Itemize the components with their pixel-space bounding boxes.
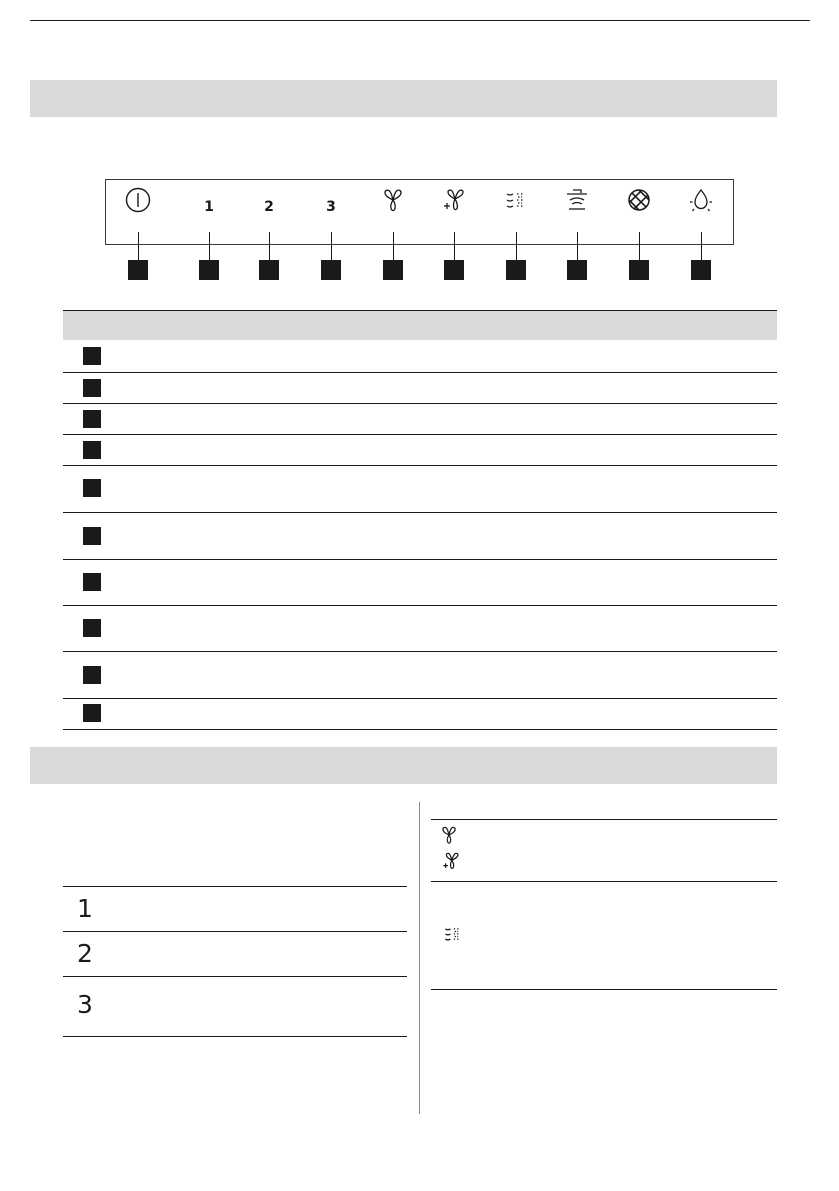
row-divider	[63, 931, 407, 932]
callout-marker	[128, 260, 148, 280]
row-divider	[63, 886, 407, 887]
callout-marker	[259, 260, 279, 280]
callout-marker	[506, 260, 526, 280]
row-marker	[83, 666, 101, 684]
table-row	[63, 372, 777, 403]
fan-icon[interactable]	[373, 187, 413, 227]
callout-marker	[199, 260, 219, 280]
table-row	[63, 605, 777, 651]
column-divider	[419, 802, 420, 1114]
speed-1-label: 1	[77, 894, 93, 923]
speed-1-button[interactable]: 1	[204, 199, 214, 215]
table-row	[63, 434, 777, 465]
hood-icon[interactable]	[557, 187, 597, 227]
light-icon[interactable]	[681, 187, 721, 227]
callout-marker	[567, 260, 587, 280]
power-icon[interactable]	[118, 187, 158, 227]
row-marker	[83, 573, 101, 591]
section-header-band	[30, 80, 777, 117]
callout-marker	[321, 260, 341, 280]
speed-2-button[interactable]: 2	[264, 199, 274, 215]
row-divider	[63, 729, 777, 730]
row-marker	[83, 410, 101, 428]
table-row	[63, 340, 777, 372]
table-header	[63, 310, 777, 340]
callout-marker	[691, 260, 711, 280]
heat-waves-icon[interactable]	[496, 187, 536, 227]
speed-3-label: 3	[77, 990, 93, 1019]
row-marker	[83, 347, 101, 365]
callout-marker	[383, 260, 403, 280]
table-row	[63, 559, 777, 605]
leader-line	[331, 232, 332, 260]
heat-waves-icon	[442, 923, 464, 949]
row-divider	[431, 989, 777, 990]
row-divider	[63, 976, 407, 977]
row-divider	[431, 881, 777, 882]
section-header-band	[30, 747, 777, 784]
row-marker	[83, 527, 101, 545]
callout-marker	[444, 260, 464, 280]
table-row	[63, 465, 777, 512]
top-rule	[30, 20, 810, 21]
table-row	[63, 698, 777, 729]
leader-line	[138, 232, 139, 260]
fan-plus-icon	[441, 851, 461, 875]
speed-3-button[interactable]: 3	[326, 199, 336, 215]
table-row	[63, 512, 777, 559]
leader-line	[454, 232, 455, 260]
leader-line	[269, 232, 270, 260]
leader-line	[516, 232, 517, 260]
table-row	[63, 651, 777, 698]
fan-plus-icon[interactable]	[434, 187, 474, 227]
leader-line	[639, 232, 640, 260]
row-marker	[83, 479, 101, 497]
row-divider	[431, 819, 777, 820]
callout-marker	[629, 260, 649, 280]
row-marker	[83, 379, 101, 397]
leader-line	[393, 232, 394, 260]
leader-line	[701, 232, 702, 260]
row-divider	[63, 1036, 407, 1037]
leader-line	[209, 232, 210, 260]
row-marker	[83, 704, 101, 722]
speed-2-label: 2	[77, 939, 93, 968]
leader-line	[577, 232, 578, 260]
table-row	[63, 403, 777, 434]
row-marker	[83, 619, 101, 637]
grease-filter-icon[interactable]	[619, 187, 659, 227]
fan-icon	[439, 825, 459, 849]
row-marker	[83, 441, 101, 459]
